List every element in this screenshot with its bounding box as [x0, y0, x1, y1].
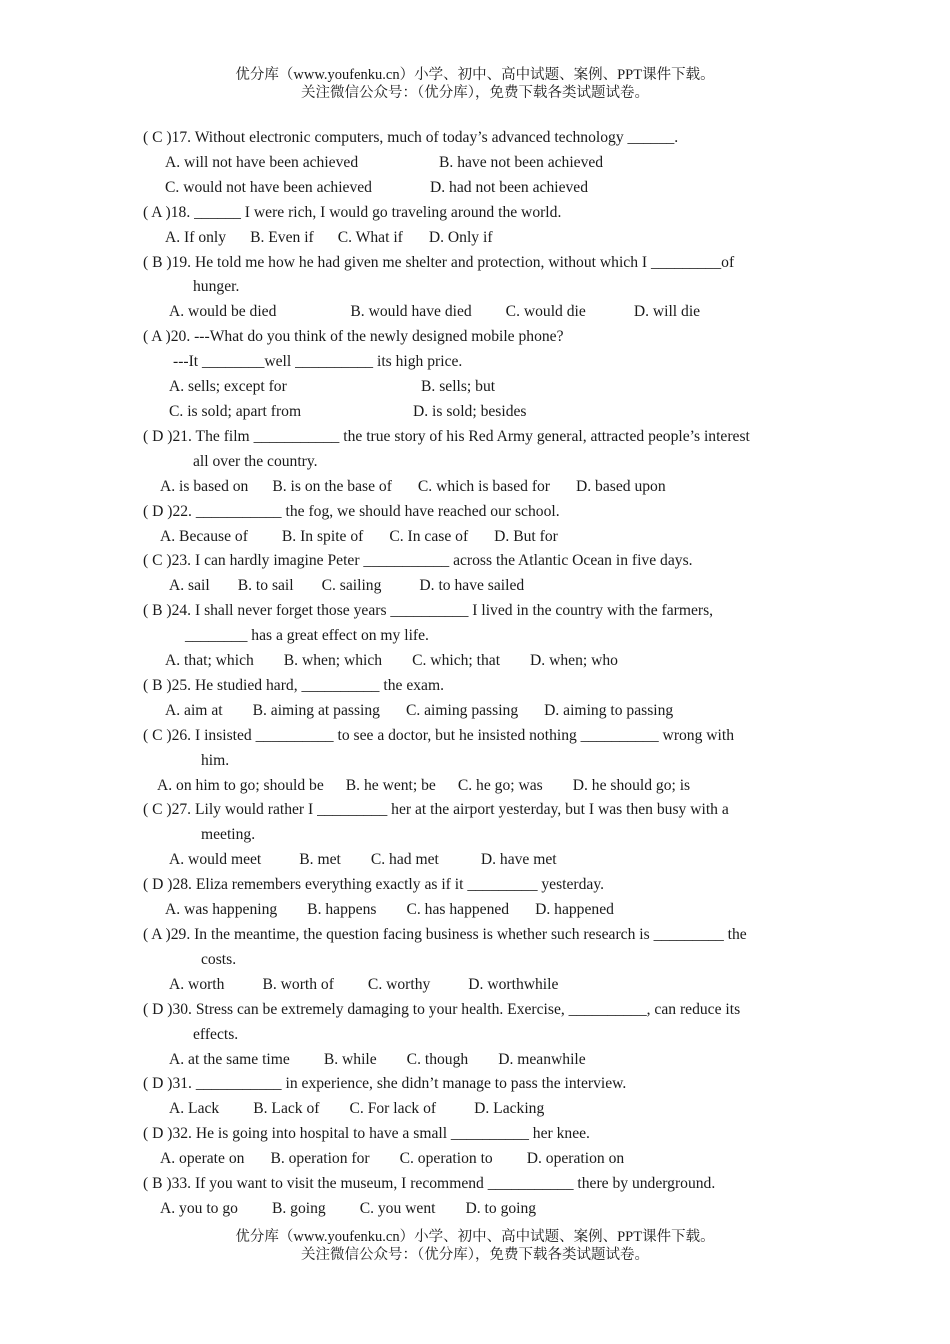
question-text: ______ I were rich, I would go traveling around the world.: [190, 203, 562, 221]
question-continuation: him.: [201, 751, 230, 769]
options-row: [143, 176, 807, 201]
question-item: [143, 126, 807, 201]
question-stem: [143, 425, 807, 450]
option-c: C. would not have been achieved: [165, 178, 372, 196]
question-item: [143, 1122, 807, 1172]
question-stem: [143, 1172, 807, 1197]
option-a: A. at the same time: [169, 1050, 290, 1068]
question-stem: [143, 549, 807, 574]
option-b: B. going: [271, 1199, 326, 1217]
option-a: A. will not have been achieved: [165, 153, 359, 171]
option-a: A. Lack: [169, 1100, 220, 1118]
page-header: [0, 66, 950, 102]
question-number: ( C )23.: [143, 552, 192, 570]
option-a: A. is based on: [160, 477, 249, 495]
option-a: A. would meet: [169, 851, 262, 869]
question-stem: [143, 998, 807, 1023]
footer-line-1: 优分库（www.youfenku.cn）小学、初中、高中试题、案例、PPT课件下载。: [235, 1229, 715, 1245]
options-row: [143, 973, 807, 998]
option-c: C. operation to: [399, 1150, 493, 1168]
options-row: [143, 151, 807, 176]
header-line-1: 优分库（www.youfenku.cn）小学、初中、高中试题、案例、PPT课件下载。: [235, 67, 715, 83]
option-d: D. Only if: [428, 228, 493, 246]
option-c: C. aiming passing: [405, 701, 519, 719]
question-stem: [143, 1072, 807, 1097]
question-continuation: ---It ________well __________ its high price.: [173, 353, 463, 371]
options-row: [143, 1197, 807, 1222]
options-row: [143, 475, 807, 500]
question-text: I insisted __________ to see a doctor, but he insisted nothing __________ wrong with: [191, 726, 735, 744]
question-item: [143, 500, 807, 550]
option-c: C. though: [406, 1050, 469, 1068]
question-item: [143, 549, 807, 599]
question-item: [143, 798, 807, 873]
option-c: C. would die: [505, 303, 586, 321]
option-c: C. worthy: [367, 975, 431, 993]
option-d: D. will die: [633, 303, 701, 321]
question-text: ___________ the fog, we should have reached our school.: [191, 502, 560, 520]
question-continuation: hunger.: [193, 278, 240, 296]
option-b: B. is on the base of: [272, 477, 392, 495]
question-item: [143, 724, 807, 799]
question-number: ( A )18.: [143, 203, 191, 221]
question-text: I shall never forget those years __________ I lived in the country with the farmers,: [191, 602, 714, 620]
options-row: [143, 774, 807, 799]
option-b: B. when; which: [283, 652, 383, 670]
option-c: C. which is based for: [417, 477, 550, 495]
options-row: [143, 699, 807, 724]
option-a: A. worth: [169, 975, 225, 993]
question-number: ( D )32.: [143, 1125, 192, 1143]
question-number: ( C )17.: [143, 129, 192, 146]
option-a: A. sells; except for: [169, 378, 287, 396]
option-d: D. worthwhile: [468, 975, 559, 993]
question-stem: [143, 873, 807, 898]
question-number: ( C )26.: [143, 726, 192, 744]
question-text: ___________ in experience, she didn’t manage to pass the interview.: [191, 1075, 627, 1093]
option-d: D. operation on: [526, 1150, 625, 1168]
question-number: ( D )30.: [143, 1000, 192, 1018]
option-c: C. sailing: [321, 577, 382, 595]
options-row: [143, 574, 807, 599]
question-item: [143, 251, 807, 326]
option-b: B. In spite of: [281, 527, 364, 545]
question-number: ( B )33.: [143, 1175, 192, 1193]
options-row: [143, 400, 807, 425]
option-c: C. you went: [359, 1199, 436, 1217]
question-stem: [143, 251, 807, 276]
question-continuation: ________ has a great effect on my life.: [185, 627, 429, 645]
question-item: [143, 325, 807, 425]
question-stem: [143, 674, 807, 699]
question-text: He told me how he had given me shelter and protection, without which I _________of: [191, 253, 735, 271]
options-row: [143, 1097, 807, 1122]
header-line-2: 关注微信公众号：（优分库），免费下载各类试题试卷。: [301, 85, 649, 101]
option-a: A. that; which: [165, 652, 254, 670]
option-c: C. which; that: [412, 652, 501, 670]
question-text: He is going into hospital to have a small __________ her knee.: [191, 1125, 590, 1143]
option-b: B. while: [323, 1050, 377, 1068]
option-c: C. For lack of: [349, 1100, 437, 1118]
option-b: B. Even if: [250, 228, 314, 246]
question-number: ( A )29.: [143, 926, 191, 943]
option-a: A. Because of: [160, 527, 248, 545]
question-text: Lily would rather I _________ her at the airport yesterday, but I was then busy with a: [191, 801, 729, 819]
question-continuation: all over the country.: [193, 452, 318, 470]
options-row: [143, 848, 807, 873]
option-d: D. have met: [480, 851, 557, 869]
option-d: D. had not been achieved: [429, 178, 589, 196]
option-b: B. would have died: [350, 303, 472, 321]
options-row: [143, 525, 807, 550]
option-c: C. had met: [370, 851, 439, 869]
question-stem: [143, 201, 807, 226]
option-b: B. happens: [307, 901, 377, 919]
option-c: C. What if: [337, 228, 403, 246]
option-c: C. he go; was: [457, 776, 543, 794]
question-number: ( B )19.: [143, 253, 192, 271]
option-a: A. on him to go; should be: [157, 776, 324, 794]
question-number: ( A )20.: [143, 328, 191, 346]
question-number: ( D )31.: [143, 1075, 192, 1093]
question-stem: [143, 325, 807, 350]
question-number: ( D )21.: [143, 427, 192, 445]
question-text: I can hardly imagine Peter ___________ across the Atlantic Ocean in five days.: [191, 552, 693, 570]
question-text: In the meantime, the question facing business is whether such research is _________ the: [190, 926, 747, 943]
option-b: B. worth of: [262, 975, 334, 993]
option-a: A. If only: [165, 228, 227, 246]
question-item: [143, 599, 807, 674]
option-d: D. meanwhile: [498, 1050, 586, 1068]
option-b: B. sells; but: [421, 378, 496, 396]
options-row: [143, 649, 807, 674]
question-number: ( C )27.: [143, 801, 192, 819]
question-number: ( D )28.: [143, 876, 192, 894]
question-text: If you want to visit the museum, I recommend ___________ there by underground.: [191, 1175, 716, 1193]
question-item: [143, 1072, 807, 1122]
option-b: B. he went; be: [345, 776, 436, 794]
question-text: ---What do you think of the newly designed mobile phone?: [190, 328, 564, 346]
option-a: A. would be died: [169, 303, 277, 321]
option-c: C. is sold; apart from: [169, 402, 302, 420]
options-row: [143, 1147, 807, 1172]
option-a: A. was happening: [165, 901, 278, 919]
option-a: A. aim at: [165, 701, 223, 719]
question-item: [143, 201, 807, 251]
option-c: C. In case of: [389, 527, 469, 545]
footer-line-2: 关注微信公众号：（优分库），免费下载各类试题试卷。: [301, 1247, 649, 1263]
question-text: He studied hard, __________ the exam.: [191, 676, 444, 694]
question-text: Without electronic computers, much of today’s advanced technology ______.: [191, 129, 679, 146]
option-c: C. has happened: [406, 901, 510, 919]
question-item: [143, 923, 807, 998]
options-row: [143, 375, 807, 400]
options-row: [143, 898, 807, 923]
option-d: D. aiming to passing: [544, 701, 674, 719]
question-number: ( B )24.: [143, 602, 192, 620]
question-text: Stress can be extremely damaging to your health. Exercise, __________, can reduce its: [191, 1000, 741, 1018]
question-stem: [143, 798, 807, 823]
option-b: B. met: [299, 851, 341, 869]
question-continuation: effects.: [193, 1025, 239, 1043]
option-b: B. operation for: [270, 1150, 370, 1168]
option-a: A. operate on: [160, 1150, 245, 1168]
option-d: D. to going: [465, 1199, 537, 1217]
option-d: D. But for: [494, 527, 558, 545]
question-number: ( B )25.: [143, 676, 192, 694]
options-row: [143, 300, 807, 325]
question-continuation: costs.: [201, 950, 237, 968]
page-footer: [0, 1228, 950, 1264]
question-stem: [143, 724, 807, 749]
question-item: [143, 873, 807, 923]
options-row: [143, 226, 807, 251]
option-d: D. is sold; besides: [413, 402, 527, 420]
question-stem: [143, 126, 807, 151]
question-item: [143, 425, 807, 500]
option-d: D. Lacking: [474, 1100, 545, 1118]
option-b: B. have not been achieved: [439, 153, 604, 171]
question-text: The film ___________ the true story of his Red Army general, attracted people’s interest: [191, 427, 750, 445]
question-stem: [143, 1122, 807, 1147]
option-b: B. aiming at passing: [252, 701, 380, 719]
options-row: [143, 1048, 807, 1073]
question-continuation: meeting.: [201, 826, 256, 844]
option-d: D. to have sailed: [419, 577, 525, 595]
question-item: [143, 998, 807, 1073]
question-item: [143, 1172, 807, 1222]
option-a: A. sail: [169, 577, 210, 595]
option-d: D. he should go; is: [572, 776, 691, 794]
question-item: [143, 674, 807, 724]
question-list: [143, 126, 807, 1222]
question-stem: [143, 599, 807, 624]
question-stem: [143, 500, 807, 525]
question-text: Eliza remembers everything exactly as if it _________ yesterday.: [191, 876, 605, 894]
question-number: ( D )22.: [143, 502, 192, 520]
option-d: D. based upon: [576, 477, 666, 495]
option-b: B. to sail: [237, 577, 294, 595]
option-a: A. you to go: [160, 1199, 238, 1217]
option-b: B. Lack of: [253, 1100, 320, 1118]
option-d: D. when; who: [530, 652, 618, 670]
question-stem: [143, 923, 807, 948]
option-d: D. happened: [535, 901, 614, 919]
